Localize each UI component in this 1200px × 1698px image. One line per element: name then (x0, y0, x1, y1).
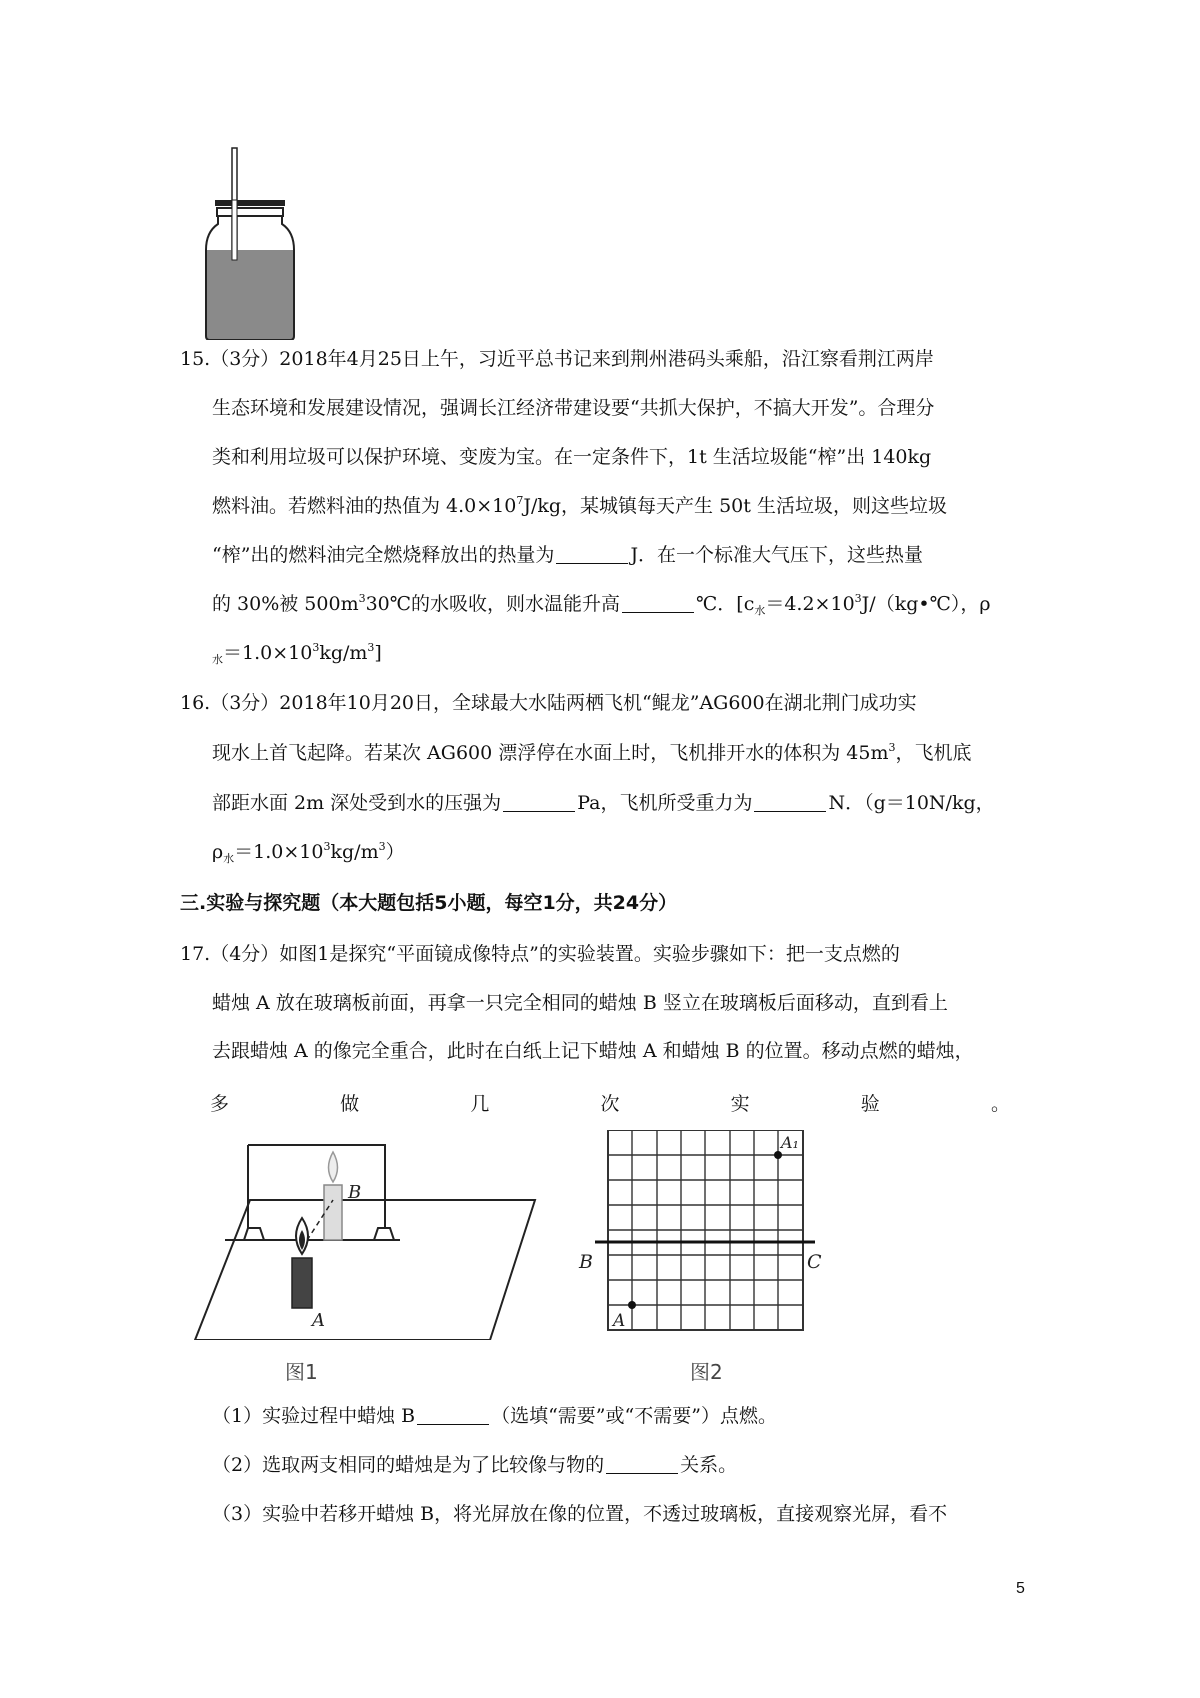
figure-label-b: B (348, 1182, 362, 1203)
q15-text: kg/m (319, 642, 368, 664)
q15-line-6 (212, 593, 991, 615)
q17-text: （1）实验过程中蜡烛 B (212, 1405, 416, 1427)
q17-text: 关系。 (680, 1454, 738, 1476)
q16-text: N．（g＝10N/kg， (828, 792, 995, 814)
q17-char: 多 (210, 1093, 230, 1115)
answer-blank[interactable] (606, 1455, 678, 1474)
exponent: 3 (312, 641, 320, 654)
q16-text: 部距水面 2m 深处受到水的压强为 (212, 792, 502, 814)
q16-text: kg/m (330, 841, 379, 863)
exponent: 3 (367, 641, 375, 654)
q15-text: ℃．[c (696, 593, 755, 615)
q16-text: ，飞机底 (895, 742, 972, 764)
q15-text: 30℃的水吸收，则水温能升高 (365, 593, 621, 615)
q15-text: 的 30%被 500m (212, 593, 359, 615)
q15-line-3: 类和利用垃圾可以保护环境、变废为宝。在一定条件下，1t 生活垃圾能“榨”出 140kg (212, 446, 932, 468)
q17-sub-1 (212, 1405, 777, 1427)
answer-blank[interactable] (417, 1406, 489, 1425)
q15-line-7 (212, 642, 382, 664)
answer-blank[interactable] (556, 545, 628, 564)
figure-1-mirror-setup (190, 1140, 550, 1340)
q17-char: 做 (340, 1093, 360, 1115)
q16-line-4 (212, 841, 405, 863)
q17-line-1: 17.（4分）如图1是探究“平面镜成像特点”的实验装置。实验步骤如下：把一支点燃的 (180, 943, 900, 965)
figure-2-caption: 图2 (690, 1360, 723, 1384)
q17-char: 几 (470, 1093, 490, 1115)
q16-line-2 (212, 742, 972, 764)
figure-label-c: C (807, 1251, 822, 1273)
q16-text: ） (385, 841, 405, 863)
q15-text: J/kg，某城镇每天产生 50t 生活垃圾，则这些垃圾 (523, 495, 947, 517)
q17-char: 。 (990, 1093, 1010, 1115)
exponent: 7 (516, 494, 524, 507)
exponent: 3 (888, 741, 896, 754)
figure-label-a1: A₁ (781, 1133, 799, 1152)
exponent: 3 (358, 592, 366, 605)
q17-sub-2 (212, 1454, 737, 1476)
q16-text: ρ (212, 841, 224, 863)
q17-line-4 (210, 1089, 1010, 1116)
q15-line-5 (212, 544, 923, 566)
q15-text: 燃料油。若燃料油的热值为 4.0×10 (212, 495, 517, 517)
exponent: 3 (323, 840, 331, 853)
q17-char: 次 (600, 1093, 620, 1115)
q15-text: “榨”出的燃料油完全燃烧释放出的热量为 (212, 544, 555, 566)
q15-line-1: 15.（3分）2018年4月25日上午，习近平总书记来到荆州港码头乘船，沿江察看荆江两岸 (180, 348, 934, 370)
q17-line-2: 蜡烛 A 放在玻璃板前面，再拿一只完全相同的蜡烛 B 竖立在玻璃板后面移动，直到看上 (212, 992, 948, 1014)
section-heading: 三.实验与探究题（本大题包括5小题，每空1分，共24分） (180, 892, 678, 914)
q16-line-3 (212, 792, 995, 814)
q15-text: ＝4.2×10 (765, 593, 855, 615)
exponent: 3 (854, 592, 862, 605)
q16-text: 现水上首飞起降。若某次 AG600 漂浮停在水面上时，飞机排开水的体积为 45m (212, 742, 889, 764)
q17-char: 实 (730, 1093, 750, 1115)
q17-char: 验 (860, 1093, 880, 1115)
q17-text: （2）选取两支相同的蜡烛是为了比较像与物的 (212, 1454, 605, 1476)
q15-line-4 (212, 495, 947, 517)
figure-2-grid (575, 1130, 825, 1340)
q16-text: Pa，飞机所受重力为 (577, 792, 753, 814)
answer-blank[interactable] (622, 594, 694, 613)
q16-text: ＝1.0×10 (234, 841, 324, 863)
bottle-figure (200, 140, 300, 340)
q17-text: （选填“需要”或“不需要”）点燃。 (491, 1405, 777, 1427)
q15-text: ] (374, 642, 382, 664)
q17-line-3: 去跟蜡烛 A 的像完全重合，此时在白纸上记下蜡烛 A 和蜡烛 B 的位置。移动点燃的蜡烛， (212, 1040, 974, 1062)
subscript: 水 (212, 653, 223, 666)
page-number: 5 (1016, 1580, 1025, 1597)
exponent: 3 (378, 840, 386, 853)
q15-text: ＝1.0×10 (223, 642, 313, 664)
subscript: 水 (754, 604, 766, 617)
q15-text: J．在一个标准大气压下，这些热量 (630, 544, 924, 566)
answer-blank[interactable] (754, 793, 826, 812)
q17-sub-3: （3）实验中若移开蜡烛 B，将光屏放在像的位置，不透过玻璃板，直接观察光屏，看不 (212, 1503, 948, 1525)
subscript: 水 (223, 852, 235, 865)
q15-text: J/（kg•℃），ρ (861, 593, 991, 615)
figure-1-caption: 图1 (285, 1360, 318, 1384)
answer-blank[interactable] (503, 793, 575, 812)
figure-label-b: B (579, 1251, 593, 1273)
figure-label-a: A (613, 1311, 626, 1331)
q15-line-2: 生态环境和发展建设情况，强调长江经济带建设要“共抓大保护，不搞大开发”。合理分 (212, 397, 935, 419)
q16-line-1: 16.（3分）2018年10月20日，全球最大水陆两栖飞机“鲲龙”AG600在湖北荆门成功实 (180, 692, 917, 714)
figure-label-a: A (312, 1310, 325, 1331)
